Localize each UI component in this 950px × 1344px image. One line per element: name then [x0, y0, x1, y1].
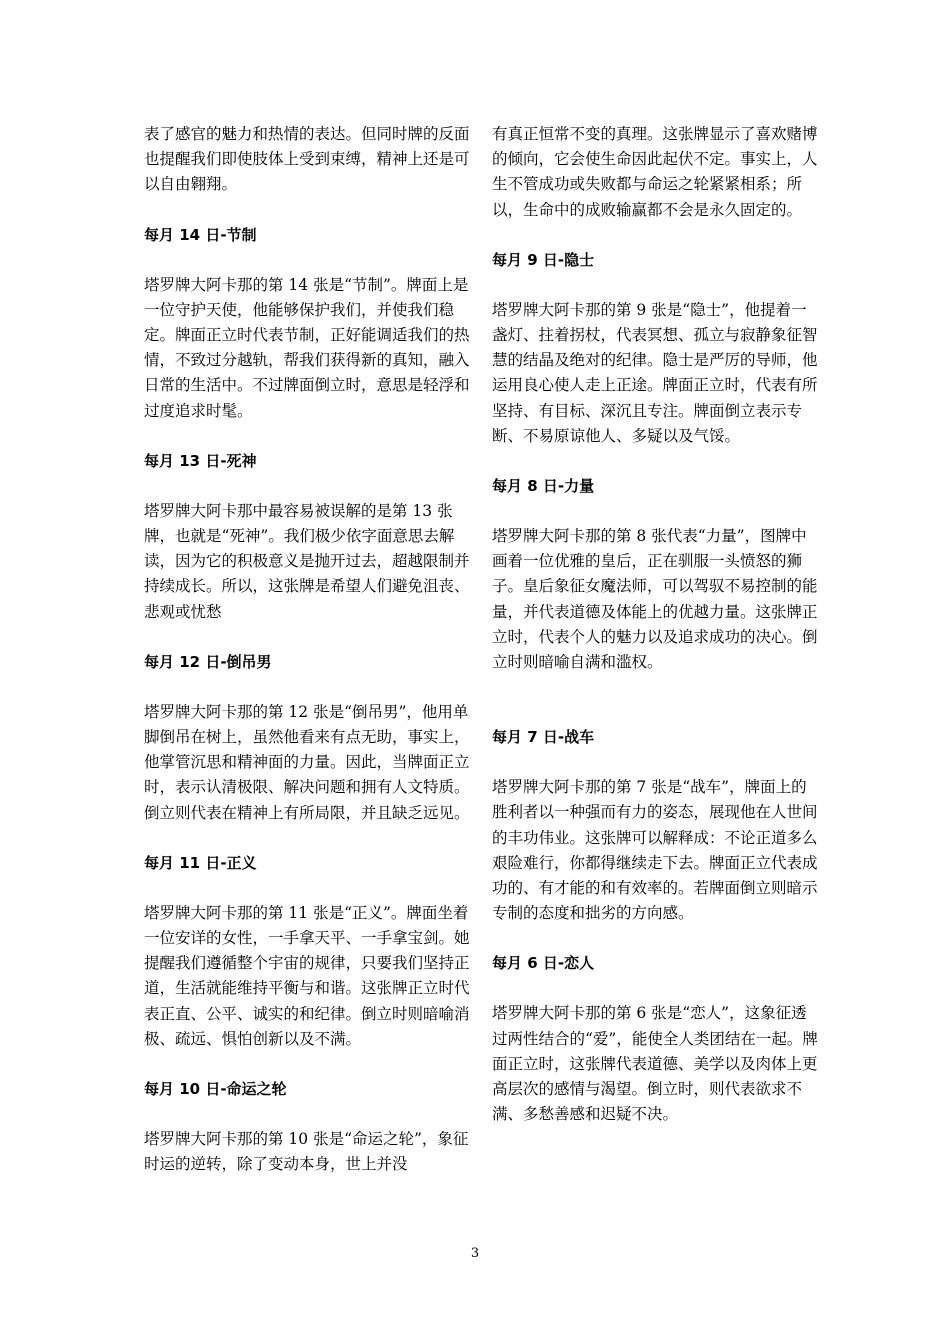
page-number: 3: [470, 1246, 480, 1261]
section-heading-day-8: 每月 8 日-力量: [492, 477, 595, 496]
section-body-day-14: 塔罗牌大阿卡那的第 14 张是“节制”。牌面上是一位守护天使，他能够保护我们，并使我们稳定。牌面正立时代表节制，正好能调适我们的热情，不致过分越轨，帮我们获得新的真知，融入日常的生活中。不过牌面倒立时，意思是轻浮和过度追求时髦。: [144, 275, 470, 420]
section-heading-day-11: 每月 11 日-正义: [144, 853, 257, 872]
section-body-day-11: 塔罗牌大阿卡那的第 11 张是“正义”。牌面坐着一位安详的女性，一手拿天平、一手拿宝剑。她提醒我们遵循整个宇宙的规律，只要我们坚持正道，生活就能维持平衡与和谐。这张牌正立时代表正直、公平、诚实的和纪律。倒立时则暗喻消极、疏远、惧怕创新以及不满。: [144, 903, 470, 1048]
section-heading-day-9: 每月 9 日-隐士: [492, 250, 595, 269]
right-intro-text: 有真正恒常不变的真理。这张牌显示了喜欢赌博的倾向，它会使生命因此起伏不定。事实上，人生不管成功或失败都与命运之轮紧紧相系；所以，生命中的成败输赢都不会是永久固定的。: [492, 125, 818, 219]
section-body-day-7: 塔罗牌大阿卡那的第 7 张是“战车”，牌面上的胜利者以一种强而有力的姿态，展现他在人世间的丰功伟业。这张牌可以解释成：不论正道多么艰险难行，你都得继续走下去。牌面正立代表成功的、有才能的和有效率的。若牌面倒立则暗示专制的态度和拙劣的方向感。: [492, 778, 818, 923]
section-body-day-8: 塔罗牌大阿卡那的第 8 张代表“力量”，图牌中画着一位优雅的皇后，正在驯服一头愤怒的狮子。皇后象征女魔法师，可以驾驭不易控制的能量，并代表道德及体能上的优越力量。这张牌正立时，代表个人的魅力以及追求成功的决心。倒立时则暗喻自满和滥权。: [492, 527, 818, 672]
section-body-day-6: 塔罗牌大阿卡那的第 6 张是“恋人”，这象征透过两性结合的“爱”，能使全人类团结在一起。牌面正立时，这张牌代表道德、美学以及肉体上更高层次的感情与渴望。倒立时，则代表欲求不满、多愁善感和迟疑不决。: [492, 1004, 818, 1124]
section-body-day-13: 塔罗牌大阿卡那中最容易被误解的是第 13 张牌，也就是“死神”。我们极少依字面意思去解读，因为它的积极意义是抛开过去，超越限制并持续成长。所以，这张牌是希望人们避免沮丧、悲观或忧愁: [144, 501, 470, 621]
section-heading-day-6: 每月 6 日-恋人: [492, 954, 595, 973]
section-heading-day-13: 每月 13 日-死神: [144, 451, 257, 470]
section-heading-day-14: 每月 14 日-节制: [144, 225, 257, 244]
section-body-day-9: 塔罗牌大阿卡那的第 9 张是“隐士”，他提着一盏灯、拄着拐杖，代表冥想、孤立与寂静象征智慧的结晶及绝对的纪律。隐士是严厉的导师，他运用良心使人走上正途。牌面正立时，代表有所坚持、有目标、深沉且专注。牌面倒立表示专断、不易原谅他人、多疑以及气馁。: [492, 300, 818, 445]
left-intro-text: 表了感官的魅力和热情的表达。但同时牌的反面也提醒我们即使肢体上受到束缚，精神上还是可以自由翱翔。: [144, 125, 470, 194]
section-heading-day-7: 每月 7 日-战车: [492, 728, 595, 747]
right-column: [492, 122, 820, 1127]
section-body-day-12: 塔罗牌大阿卡那的第 12 张是“倒吊男”，他用单脚倒吊在树上，虽然他看来有点无助，事实上，他掌管沉思和精神面的力量。因此，当牌面正立时，表示认清极限、解决问题和拥有人文特质。倒立则代表在精神上有所局限，并且缺乏远见。: [144, 702, 470, 822]
left-column: [144, 122, 472, 1177]
section-heading-day-10: 每月 10 日-命运之轮: [144, 1080, 287, 1099]
section-body-day-10: 塔罗牌大阿卡那的第 10 张是“命运之轮”，象征时运的逆转，除了变动本身，世上并没: [144, 1130, 469, 1174]
section-heading-day-12: 每月 12 日-倒吊男: [144, 652, 272, 671]
